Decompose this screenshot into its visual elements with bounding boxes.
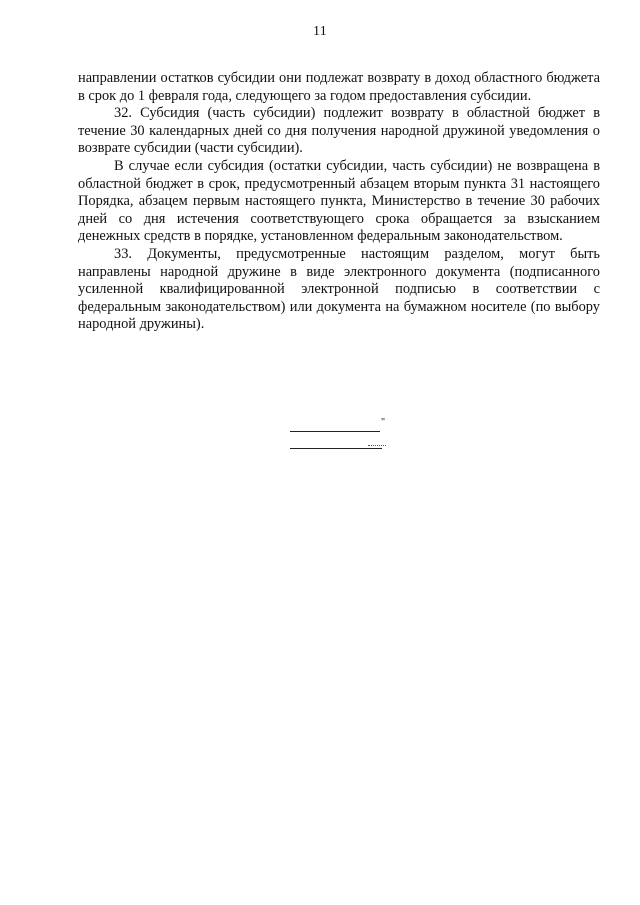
end-divider-line-top — [290, 431, 380, 432]
end-divider-tail — [368, 445, 386, 446]
page-number: 11 — [313, 24, 327, 39]
paragraph-refund-enforcement: В случае если субсидия (остатки субсидии, часть субсидии) не возвращена в областной бюджет в срок, предусмотренный абзацем вторым пункта 31 настоящего Порядка, абзацем первым настоящего пункта, Министерство в течение 30 рабочих дней со дня истечения соответствующего срока обращается за взысканием денежных средств в порядке, установленном федеральным законодательством. — [78, 157, 600, 245]
paragraph-continuation: направлении остатков субсидии они подлежат возврату в доход областного бюджета в срок до 1 февраля года, следующего за годом предоставления субсидии. — [78, 70, 600, 104]
paragraph-32: 32. Субсидия (часть субсидии) подлежит возврату в областной бюджет в течение 30 календарных дней со дня получения народной дружиной уведомления о возврате субсидии (части субсидии). — [78, 105, 600, 157]
paragraph-33: 33. Документы, предусмотренные настоящим разделом, могут быть направлены народной дружине в виде электронного документа (подписанного усиленной квалифицированной электронной подписью в соответствии с федеральным законодательством) или документа на бумажном носителе (по выбору народной дружины). — [78, 245, 600, 333]
closing-quote-mark: " — [381, 417, 386, 428]
document-body — [78, 70, 600, 334]
end-divider-line-bottom — [290, 448, 382, 449]
